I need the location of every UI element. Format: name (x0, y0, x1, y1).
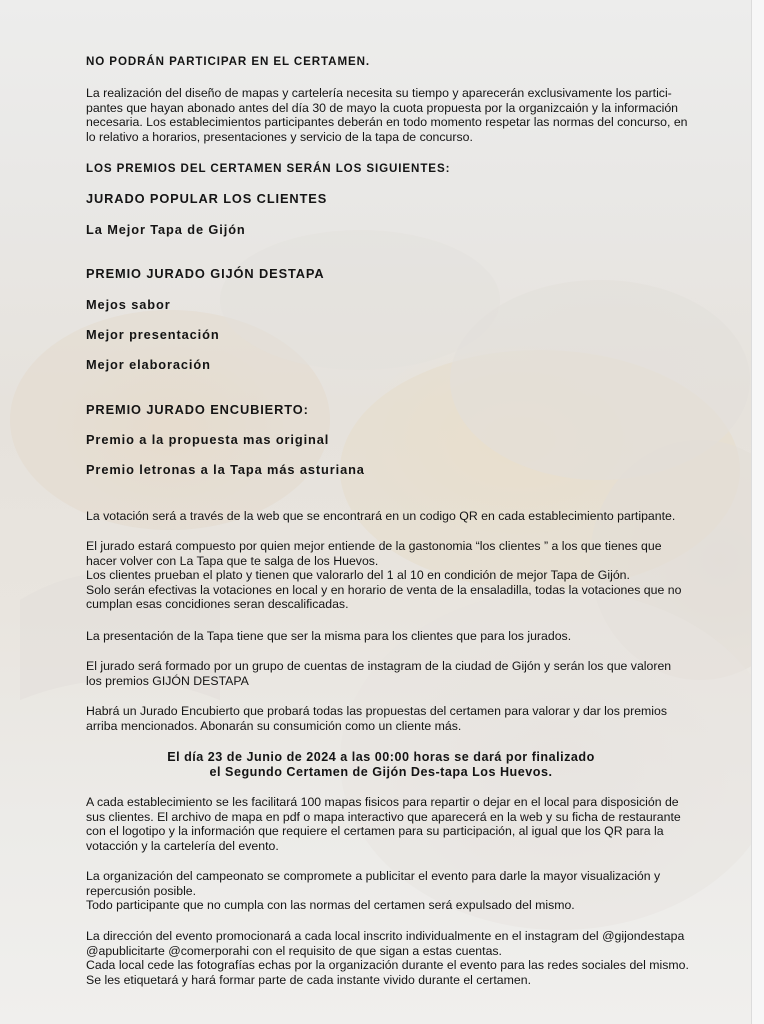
award-item: La Mejor Tapa de Gijón (86, 222, 246, 237)
text-line: necesaria. Los establecimientos participantes deberán en todo momento respetar las normas del concurso, en (86, 115, 688, 129)
text-line: El jurado estará compuesto por quien mejor entiende de la gastonomia “los clientes ” a los que tienes que (86, 539, 662, 553)
intro-paragraph (86, 86, 704, 144)
text-line: con el logotipo y la información que requiere el certamen para su participación, al igual que los QR para la (86, 824, 664, 838)
finalizado-notice (86, 750, 676, 780)
paragraph-organizacion (86, 869, 704, 913)
heading-no-participar: NO PODRÁN PARTICIPAR EN EL CERTAMEN. (86, 55, 371, 68)
paragraph-direccion (86, 929, 704, 987)
text-line: El jurado será formado por un grupo de cuentas de instagram de la ciudad de Gijón y serán los que valoren (86, 659, 672, 673)
text-line: el Segundo Certamen de Gijón Des-tapa Los Huevos. (209, 765, 553, 779)
text-line: La organización del campeonato se compromete a publicitar el evento para darle la mayor visualización y (86, 869, 661, 883)
paragraph-votacion (86, 509, 704, 524)
text-line: repercusión posible. (86, 883, 197, 898)
text-line: Se les etiquetará y hará formar parte de cada instante vivido durante el certamen. (86, 972, 531, 987)
text-line: La realización del diseño de mapas y cartelería necesita su tiempo y aparecerán exclusivamente los partici- (86, 86, 672, 100)
heading-premios: LOS PREMIOS DEL CERTAMEN SERÁN LOS SIGUIENTES: (86, 162, 451, 175)
paragraph-presentacion (86, 629, 704, 644)
text-line: La dirección del evento promocionará a cada local inscrito individualmente en el instagram del @gijondestapa (86, 929, 685, 943)
text-line: pantes que hayan abonado antes del día 30 de mayo la cuota propuesta por la organizcaión y la información (86, 100, 679, 115)
award-item: Mejor elaboración (86, 357, 211, 372)
text-line: cumplan esas concidiones seran descalificadas. (86, 597, 349, 611)
award-item: Mejor presentación (86, 327, 220, 342)
text-line: los premios GIJÓN DESTAPA (86, 673, 249, 688)
heading-premio-encubierto: PREMIO JURADO ENCUBIERTO: (86, 402, 309, 417)
text-line: @apublicitarte @comerporahi con el requisito de que sigan a estas cuentas. (86, 943, 502, 958)
heading-premio-gijon-destapa: PREMIO JURADO GIJÓN DESTAPA (86, 266, 325, 281)
page-edge (751, 0, 764, 1024)
award-item: Mejos sabor (86, 297, 171, 312)
paragraph-encubierto (86, 704, 704, 733)
text-line: Solo serán efectivas la votaciones en local y en horario de venta de la ensaladilla, todas la votaciones que no (86, 582, 682, 597)
text-line: La presentación de la Tapa tiene que ser la misma para los clientes que para los jurados. (86, 629, 572, 643)
paragraph-jurado (86, 539, 704, 612)
award-item: Premio a la propuesta mas original (86, 432, 330, 447)
heading-jurado-popular: JURADO POPULAR LOS CLIENTES (86, 191, 328, 206)
paragraph-mapas (86, 795, 704, 853)
text-line: La votación será a través de la web que se encontrará en un codigo QR en cada establecimiento partipante. (86, 509, 676, 523)
award-item: Premio letronas a la Tapa más asturiana (86, 462, 365, 477)
text-line: arriba mencionados. Abonarán su consumición como un cliente más. (86, 718, 462, 733)
text-line: Habrá un Jurado Encubierto que probará todas las propuestas del certamen para valorar y dar los premios (86, 704, 668, 718)
text-line: Cada local cede las fotografías echas por la organización durante el evento para las redes sociales del mismo. (86, 958, 689, 972)
text-line: El día 23 de Junio de 2024 a las 00:00 horas se dará por finalizado (167, 750, 595, 764)
text-line: Todo participante que no cumpla con las normas del certamen será expulsado del mismo. (86, 898, 575, 912)
text-line: Los clientes prueban el plato y tienen que valorarlo del 1 al 10 en condición de mejor Tapa de Gijón. (86, 568, 630, 582)
text-line: lo relativo a horarios, presentaciones y servicio de la tapa de concurso. (86, 129, 473, 144)
text-line: A cada establecimiento se les facilitará 100 mapas fisicos para repartir o dejar en el local para disposición de (86, 795, 679, 809)
text-line: sus clientes. El archivo de mapa en pdf o mapa interactivo que aparecerá en la web y su ficha de restaurante (86, 809, 681, 824)
text-line: votacción y la cartelería del evento. (86, 838, 279, 853)
paragraph-instagram (86, 659, 704, 688)
text-line: hacer volver con La Tapa que te salga de los Huevos. (86, 553, 379, 568)
